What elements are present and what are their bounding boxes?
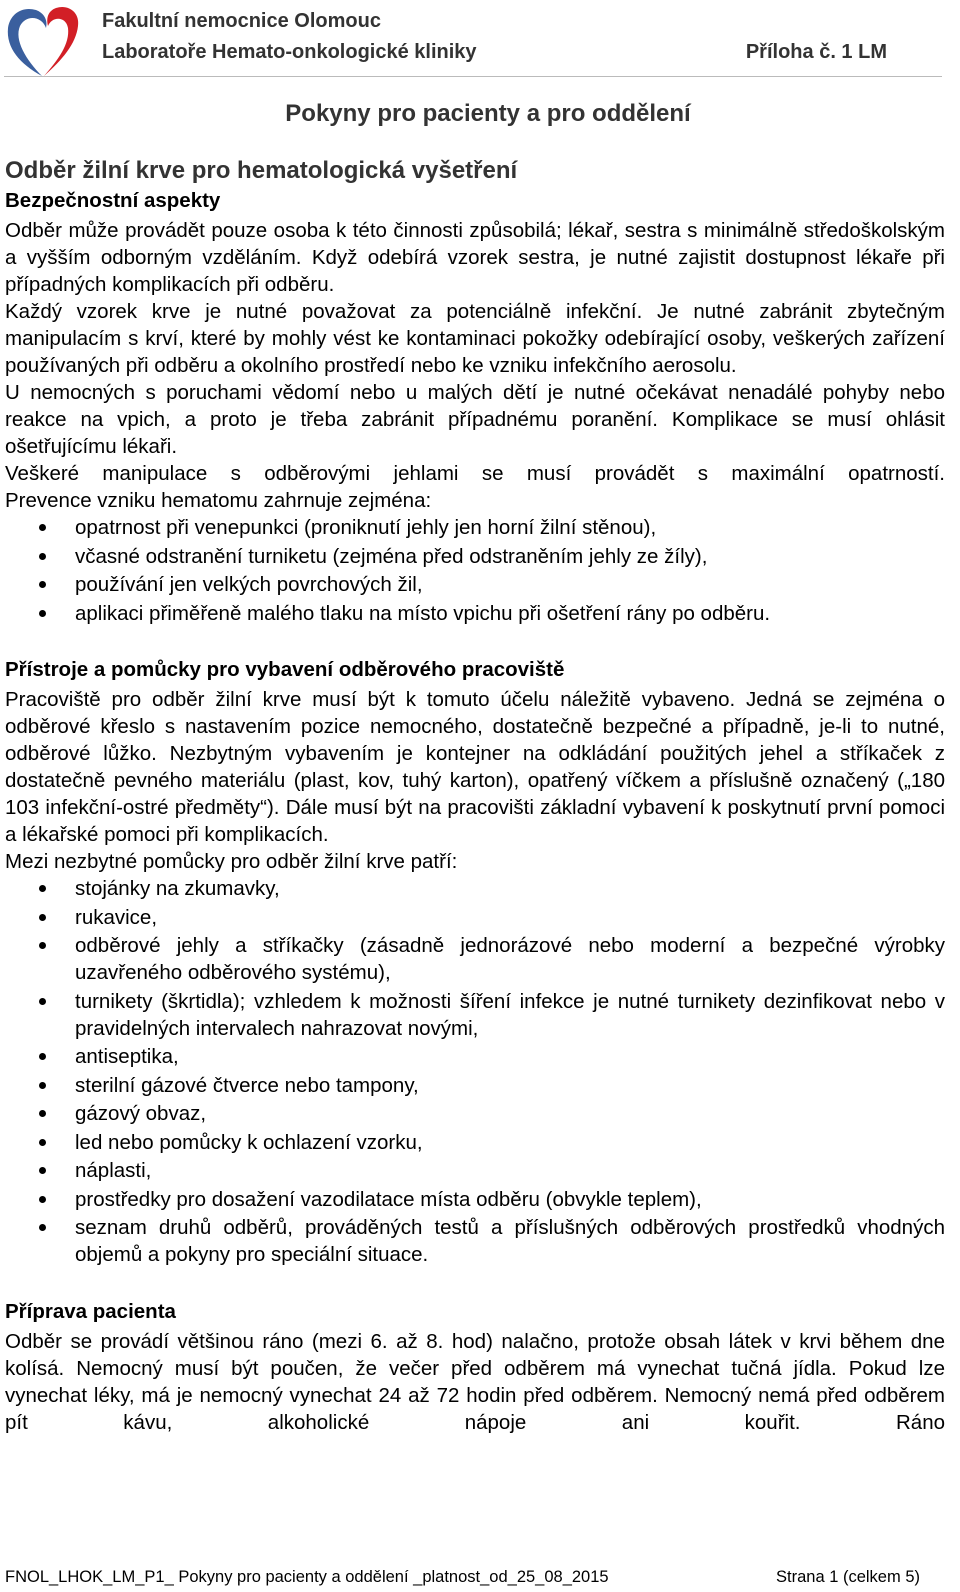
list-item [5,1100,945,1127]
paragraph: Mezi nezbytné pomůcky pro odběr žilní krve patří: [5,850,458,873]
paragraph: Veškeré manipulace s odběrovými jehlami se musí provádět s maximální opatrností. [5,462,945,485]
bullet-icon [39,998,46,1005]
list-item [5,600,945,627]
hospital-logo [4,4,84,80]
bullet-icon [39,1224,46,1231]
list-item-text: včasné odstranění turniketu (zejména před odstraněním jehly ze žíly), [75,544,708,568]
list-item [5,514,945,541]
list-item-text: sterilní gázové čtverce nebo tampony, [75,1073,419,1097]
list-item-text: stojánky na zkumavky, [75,877,280,900]
paragraph: U nemocných s poruchami vědomí nebo u malých dětí je nutné očekávat nenadálé pohyby nebo reakce na vpich, a proto je třeba zabránit případnému poranění. Komplikace se musí ohlásit ošetřujícímu lékaři. [5,381,945,458]
bullet-icon [39,610,46,617]
bullet-icon [39,942,46,949]
bullet-list-equipment [5,875,945,1268]
list-item [5,1072,945,1099]
bullet-icon [39,1167,46,1174]
document-body [5,98,945,1436]
appendix-label: Příloha č. 1 LM [745,41,887,63]
list-item [5,1186,945,1213]
bullet-icon [39,1139,46,1146]
list-item-text: rukavice, [75,905,158,929]
list-item [5,875,945,902]
bullet-icon [39,581,46,588]
bullet-icon [39,1110,46,1117]
list-item-text: odběrové jehly a stříkačky (zásadně jednorázové nebo moderní a bezpečné výrobky uzavřeného odběrového systému), [75,934,945,984]
paragraph: Prevence vzniku hematomu zahrnuje zejména: [5,489,432,512]
list-item [5,932,945,986]
header-divider [4,76,942,77]
list-item-text: gázový obvaz, [75,1102,207,1125]
paragraph: Odběr může provádět pouze osoba k této činnosti způsobilá; lékař, sestra s minimálně středoškolským a vyšším odborným vzděláním. Když odebírá vzorek sestra, je nutné zajistit dostupnost lékaře při případných komplikacích při odběru. [5,219,945,296]
laboratory-name: Laboratoře Hemato-onkologické kliniky [102,41,477,63]
bullet-icon [39,553,46,560]
logo-blue-shape [8,9,47,76]
list-item-text: seznam druhů odběrů, prováděných testů a příslušných odběrových prostředků vhodných objemů a pokyny pro speciální situace. [75,1216,945,1266]
bullet-icon [39,914,46,921]
institution-name: Fakultní nemocnice Olomouc [102,10,381,32]
section-heading-equipment: Přístroje a pomůcky pro vybavení odběrového pracoviště [5,658,565,681]
bullet-icon [39,1082,46,1089]
paragraph: Pracoviště pro odběr žilní krve musí být k tomuto účelu náležitě vybaveno. Jedná se zejména o odběrové křeslo s nastavením pozice nemocného, dostatečně bezpečné a případně, je-li to nutné, odběrové lůžko. Nezbytným vybavením je kontejner na odkládání použitých jehel a stříkaček z dostatečně pevného materiálu (plast, kov, tuhý karton), opatřený víčkem a příslušně označený („180 103 infekční-ostré předměty“). Dále musí být na pracovišti základní vybavení k poskytnutí první pomoci a lékařské pomoci při komplikacích. [5,688,945,846]
list-item-text: prostředky pro dosažení vazodilatace místa odběru (obvykle teplem), [75,1187,702,1211]
list-item-text: aplikaci přiměřeně malého tlaku na místo vpichu při ošetření rány po odběru. [75,601,771,625]
paragraph: Odběr se provádí většinou ráno (mezi 6. až 8. hod) nalačno, protože obsah látek v krvi během dne kolísá. Nemocný musí být poučen, že večer před odběrem má vynechat tučná jídla. Pokud lze vynechat léky, má je nemocný vynechat 24 až 72 hodin před odběrem. Nemocný nemá před odběrem pít kávu, alkoholické nápoje ani kouřit. Ráno [5,1329,945,1434]
logo-red-shape [44,7,78,76]
bullet-icon [39,1053,46,1060]
section-heading-patient-preparation: Příprava pacienta [5,1299,176,1323]
list-item-text: antiseptika, [75,1045,179,1068]
footer-document-id: FNOL_LHOK_LM_P1_ Pokyny pro pacienty a oddělení _platnost_od_25_08_2015 [5,1568,609,1586]
subheading-safety: Bezpečnostní aspekty [5,189,221,212]
list-item-text: opatrnost při venepunkci (proniknutí jehly jen horní žilní stěnou), [75,516,657,539]
bullet-icon [39,524,46,531]
list-item-text: led nebo pomůcky k ochlazení vzorku, [75,1130,423,1154]
list-item [5,1129,945,1156]
list-item [5,543,945,570]
paragraph: Každý vzorek krve je nutné považovat za potenciálně infekční. Je nutné zabránit zbytečným manipulacím s krví, které by mohly vést ke kontaminaci pokožky odebírající osoby, veškerých zařízení používaných při odběru a okolního prostředí nebo ke vzniku infekčního aerosolu. [5,300,945,377]
list-item [5,1043,945,1070]
list-item [5,1214,945,1268]
list-item [5,571,945,598]
list-item [5,988,945,1042]
bullet-icon [39,885,46,892]
list-item [5,1157,945,1184]
footer-page-number: Strana 1 (celkem 5) [776,1568,920,1586]
bullet-icon [39,1196,46,1203]
list-item [5,904,945,931]
section-heading-blood-draw: Odběr žilní krve pro hematologická vyšetření [5,157,518,184]
list-item-text: používání jen velkých povrchových žil, [75,573,423,596]
list-item-text: turnikety (škrtidla); vzhledem k možnosti šíření infekce je nutné turnikety dezinfikovat nebo v pravidelných intervalech nahrazovat novými, [75,989,945,1040]
bullet-list-hematoma [5,514,945,627]
document-title: Pokyny pro pacienty a pro oddělení [285,100,691,127]
list-item-text: náplasti, [75,1159,152,1182]
